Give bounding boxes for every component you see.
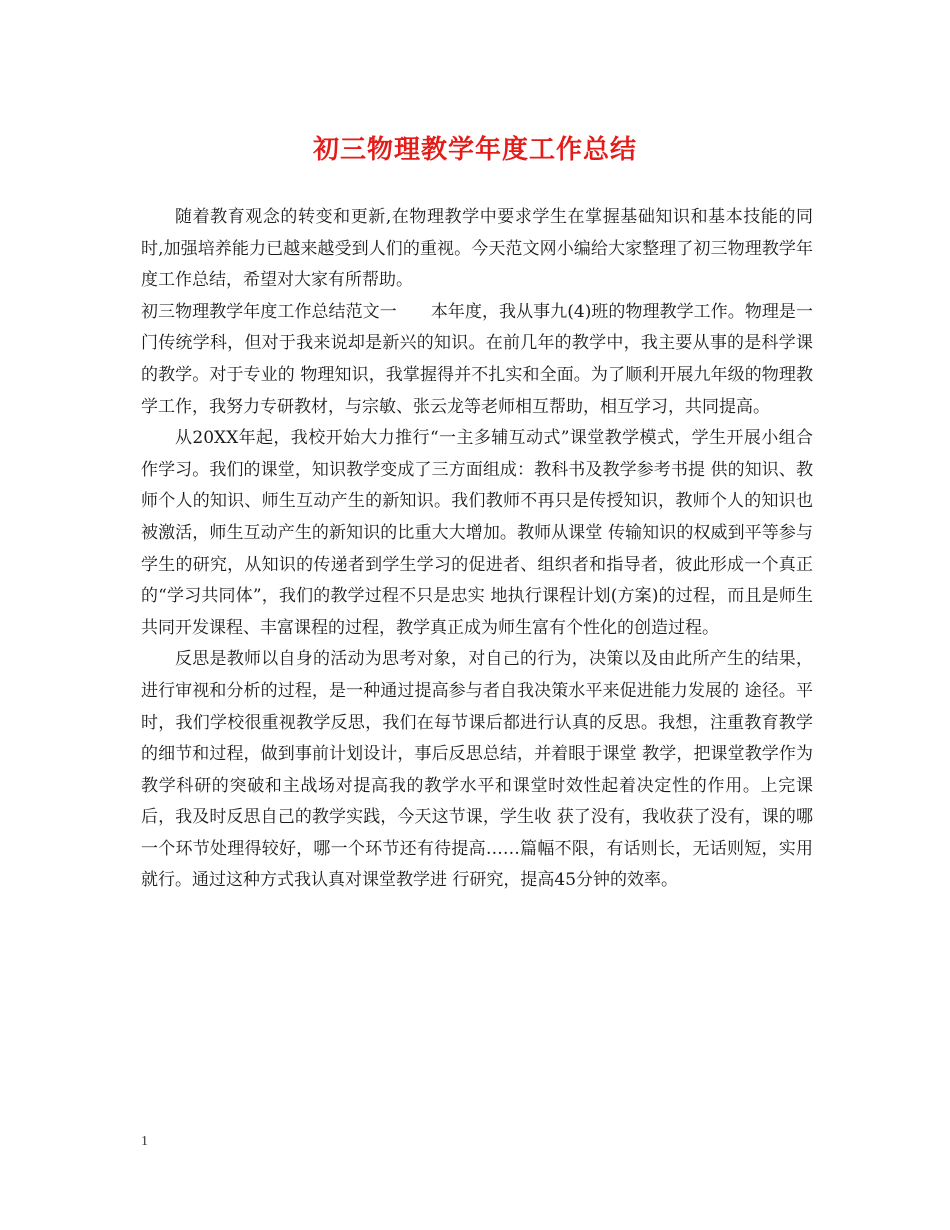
page-number: 1 bbox=[141, 1134, 148, 1149]
paragraph-sample-one: 初三物理教学年度工作总结范文一 本年度，我从事九(4)班的物理教学工作。物理是一门传统学科，但对于我来说却是新兴的知识。在前几年的教学中，我主要从事的是科学课的教学。对于专业的 物理知识，我掌握得并不扎实和全面。为了顺利开展九年级的物理教学工作，我努力专研教材，与宗敏、张云龙等老师相互帮助，相互学习，共同提高。 bbox=[141, 301, 813, 417]
paragraph-reflection: 反思是教师以自身的活动为思考对象，对自己的行为，决策以及由此所产生的结果，进行审视和分析的过程，是一种通过提高参与者自我决策水平来促进能力发展的 途径。平时，我们学校很重视教学反思，我们在每节课后都进行认真的反思。我想，注重教育教学的细节和过程，做到事前计划设计，事后反思总结，并着眼于课堂 教学，把课堂教学作为教学科研的突破和主战场对提高我的教学水平和课堂时效性起着决定性的作用。上完课后，我及时反思自己的教学实践，今天这节课，学生收 获了没有，我收获了没有，课的哪一个环节处理得较好，哪一个环节还有待提高……篇幅不限，有话则长，无话则短，实用就行。通过这种方式我认真对课堂教学进 行研究，提高45分钟的效率。 bbox=[141, 649, 813, 891]
page-title: 初三物理教学年度工作总结 bbox=[312, 135, 637, 165]
paragraph-teaching-model: 从20XX年起，我校开始大力推行“一主多辅互动式”课堂教学模式，学生开展小组合作学习。我们的课堂，知识教学变成了三方面组成：教科书及教学参考书提 供的知识、教师个人的知识、师生互动产生的新知识。我们教师不再只是传授知识，教师个人的知识也被激活，师生互动产生的新知识的比重大大增加。教师从课堂 传输知识的权威到平等参与学生的研究，从知识的传递者到学生学习的促进者、组织者和指导者，彼此形成一个真正的“学习共同体”，我们的教学过程不只是忠实 地执行课程计划(方案)的过程，而且是师生共同开发课程、丰富课程的过程，教学真正成为师生富有个性化的创造过程。 bbox=[141, 428, 813, 638]
paragraph-intro: 随着教育观念的转变和更新,在物理教学中要求学生在掌握基础知识和基本技能的同时,加强培养能力已越来越受到人们的重视。今天范文网小编给大家整理了初三物理教学年度工作总结，希望对大家有所帮助。 bbox=[141, 207, 813, 291]
document-body bbox=[141, 202, 813, 897]
